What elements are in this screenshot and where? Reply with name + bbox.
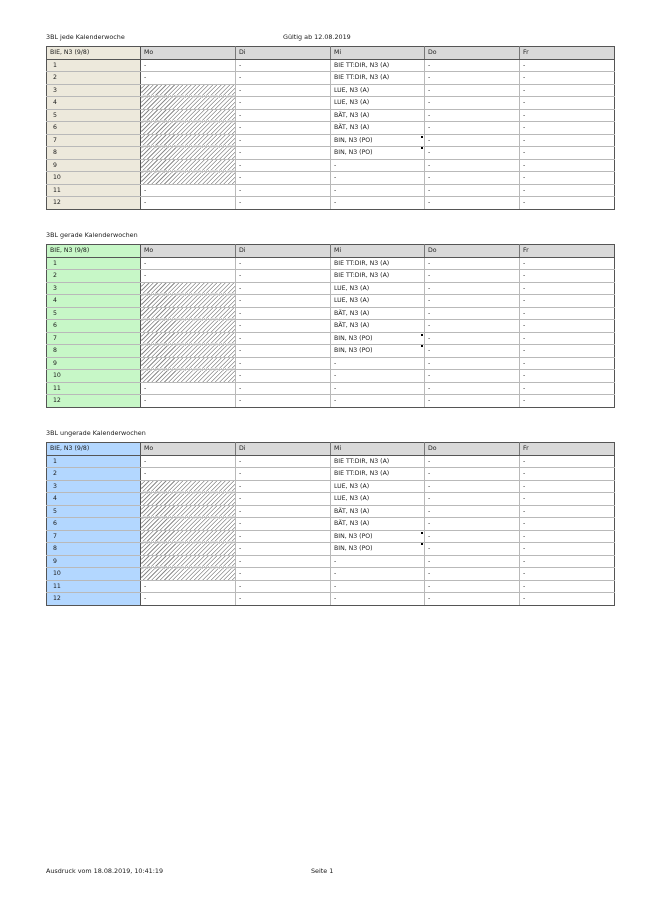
period-number-cell: 1	[47, 257, 141, 270]
print-timestamp: Ausdruck vom 18.08.2019, 10:41:19	[46, 867, 164, 875]
lesson-cell: -	[236, 345, 331, 358]
header-row	[47, 245, 615, 258]
lesson-cell: LUE, N3 (A)	[331, 480, 425, 493]
lesson-cell: -	[141, 580, 236, 593]
period-number-cell: 8	[47, 147, 141, 160]
lesson-cell: -	[520, 134, 615, 147]
blocked-cell	[141, 332, 236, 345]
lesson-cell: -	[236, 97, 331, 110]
table-row	[47, 320, 615, 333]
period-number-cell: 1	[47, 455, 141, 468]
blocked-cell	[141, 480, 236, 493]
lesson-cell: -	[425, 257, 520, 270]
marker-dot	[421, 345, 423, 347]
period-number-cell: 2	[47, 270, 141, 283]
day-header-cell: Mo	[141, 245, 236, 258]
lesson-cell: -	[520, 307, 615, 320]
blocked-cell	[141, 518, 236, 531]
lesson-cell: BÄT, N3 (A)	[331, 518, 425, 531]
day-header-cell: Do	[425, 443, 520, 456]
lesson-cell: -	[236, 295, 331, 308]
lesson-cell: -	[331, 395, 425, 408]
blocked-cell	[141, 147, 236, 160]
lesson-cell: -	[520, 147, 615, 160]
table-row	[47, 295, 615, 308]
class-header-cell: BIE, N3 (9/8)	[47, 443, 141, 456]
table-row	[47, 159, 615, 172]
period-number-cell: 4	[47, 97, 141, 110]
lesson-cell: -	[141, 270, 236, 283]
lesson-cell: -	[520, 159, 615, 172]
lesson-cell: -	[141, 59, 236, 72]
period-number-cell: 11	[47, 382, 141, 395]
section-title: 3BL ungerade Kalenderwochen	[46, 429, 146, 437]
lesson-cell: -	[236, 159, 331, 172]
table-row	[47, 72, 615, 85]
table-row	[47, 134, 615, 147]
blocked-cell	[141, 307, 236, 320]
lesson-cell: -	[331, 172, 425, 185]
lesson-cell: -	[520, 530, 615, 543]
lesson-cell: -	[236, 282, 331, 295]
table-row	[47, 480, 615, 493]
table-row	[47, 505, 615, 518]
blocked-cell	[141, 134, 236, 147]
lesson-cell: -	[520, 320, 615, 333]
table-row	[47, 370, 615, 383]
table-row	[47, 357, 615, 370]
lesson-cell: BIN, N3 (PO)	[331, 332, 425, 345]
lesson-cell: -	[141, 455, 236, 468]
lesson-cell: -	[425, 543, 520, 556]
lesson-cell: -	[141, 257, 236, 270]
lesson-cell: -	[236, 395, 331, 408]
day-header-cell: Fr	[520, 443, 615, 456]
table-row	[47, 59, 615, 72]
lesson-cell: -	[425, 382, 520, 395]
day-header-cell: Fr	[520, 245, 615, 258]
blocked-cell	[141, 159, 236, 172]
lesson-cell: -	[141, 395, 236, 408]
table-row	[47, 580, 615, 593]
period-number-cell: 10	[47, 172, 141, 185]
period-number-cell: 10	[47, 370, 141, 383]
lesson-cell: -	[425, 370, 520, 383]
period-number-cell: 5	[47, 109, 141, 122]
lesson-cell: -	[425, 184, 520, 197]
period-number-cell: 3	[47, 480, 141, 493]
blocked-cell	[141, 493, 236, 506]
lesson-cell: -	[236, 493, 331, 506]
blocked-cell	[141, 505, 236, 518]
table-row	[47, 109, 615, 122]
period-number-cell: 3	[47, 282, 141, 295]
table-row	[47, 493, 615, 506]
table-row	[47, 282, 615, 295]
header-row	[47, 47, 615, 60]
lesson-cell: -	[236, 555, 331, 568]
table-row	[47, 345, 615, 358]
lesson-cell: -	[520, 480, 615, 493]
lesson-cell: -	[425, 580, 520, 593]
lesson-cell: -	[520, 172, 615, 185]
lesson-cell: BIE TT:DIR, N3 (A)	[331, 59, 425, 72]
lesson-cell: LUE, N3 (A)	[331, 493, 425, 506]
lesson-cell: BIE TT:DIR, N3 (A)	[331, 270, 425, 283]
table-row	[47, 455, 615, 468]
table-row	[47, 172, 615, 185]
lesson-cell: -	[236, 257, 331, 270]
header-row	[47, 443, 615, 456]
lesson-cell: -	[331, 370, 425, 383]
lesson-cell: -	[141, 593, 236, 606]
lesson-cell: -	[425, 295, 520, 308]
day-header-cell: Do	[425, 245, 520, 258]
period-number-cell: 4	[47, 493, 141, 506]
lesson-cell: -	[520, 455, 615, 468]
lesson-cell: -	[520, 332, 615, 345]
lesson-cell: -	[236, 147, 331, 160]
lesson-cell: -	[425, 480, 520, 493]
lesson-cell: -	[520, 493, 615, 506]
lesson-cell: -	[520, 197, 615, 210]
lesson-cell: BIE TT:DIR, N3 (A)	[331, 468, 425, 481]
blocked-cell	[141, 568, 236, 581]
lesson-cell: -	[236, 580, 331, 593]
lesson-cell: -	[520, 72, 615, 85]
day-header-cell: Do	[425, 47, 520, 60]
blocked-cell	[141, 543, 236, 556]
lesson-cell: BÄT, N3 (A)	[331, 505, 425, 518]
lesson-cell: -	[236, 59, 331, 72]
lesson-cell: -	[236, 197, 331, 210]
lesson-cell: -	[425, 345, 520, 358]
lesson-cell: -	[425, 395, 520, 408]
period-number-cell: 11	[47, 184, 141, 197]
lesson-cell: -	[425, 518, 520, 531]
lesson-cell: -	[425, 468, 520, 481]
table-row	[47, 382, 615, 395]
lesson-cell: -	[236, 568, 331, 581]
lesson-cell: -	[425, 357, 520, 370]
lesson-cell: -	[520, 345, 615, 358]
day-header-cell: Mi	[331, 245, 425, 258]
lesson-cell: -	[520, 84, 615, 97]
blocked-cell	[141, 84, 236, 97]
lesson-cell: -	[331, 159, 425, 172]
lesson-cell: -	[520, 184, 615, 197]
lesson-cell: -	[236, 370, 331, 383]
lesson-cell: -	[425, 455, 520, 468]
table-row	[47, 84, 615, 97]
lesson-cell: -	[425, 282, 520, 295]
lesson-cell: -	[425, 270, 520, 283]
day-header-cell: Fr	[520, 47, 615, 60]
lesson-cell: -	[425, 72, 520, 85]
period-number-cell: 1	[47, 59, 141, 72]
day-header-cell: Mo	[141, 443, 236, 456]
lesson-cell: -	[236, 518, 331, 531]
lesson-cell: BIN, N3 (PO)	[331, 134, 425, 147]
lesson-cell: -	[425, 122, 520, 135]
table-row	[47, 97, 615, 110]
lesson-cell: -	[425, 109, 520, 122]
lesson-cell: -	[520, 97, 615, 110]
lesson-cell: -	[520, 468, 615, 481]
period-number-cell: 6	[47, 518, 141, 531]
marker-dot	[421, 543, 423, 545]
table-row	[47, 197, 615, 210]
period-number-cell: 12	[47, 395, 141, 408]
lesson-cell: -	[236, 320, 331, 333]
lesson-cell: -	[520, 382, 615, 395]
period-number-cell: 9	[47, 555, 141, 568]
lesson-cell: -	[520, 518, 615, 531]
table-row	[47, 555, 615, 568]
blocked-cell	[141, 345, 236, 358]
lesson-cell: BIE TT:DIR, N3 (A)	[331, 72, 425, 85]
blocked-cell	[141, 282, 236, 295]
lesson-cell: -	[425, 493, 520, 506]
blocked-cell	[141, 530, 236, 543]
lesson-cell: -	[141, 72, 236, 85]
lesson-cell: -	[331, 184, 425, 197]
blocked-cell	[141, 295, 236, 308]
period-number-cell: 12	[47, 197, 141, 210]
period-number-cell: 5	[47, 505, 141, 518]
lesson-cell: -	[236, 382, 331, 395]
period-number-cell: 9	[47, 159, 141, 172]
lesson-cell: BIN, N3 (PO)	[331, 530, 425, 543]
lesson-cell: -	[331, 357, 425, 370]
lesson-cell: -	[520, 282, 615, 295]
marker-dot	[421, 136, 423, 138]
lesson-cell: LUE, N3 (A)	[331, 295, 425, 308]
lesson-cell: -	[520, 580, 615, 593]
table-row	[47, 307, 615, 320]
marker-dot	[421, 532, 423, 534]
lesson-cell: -	[236, 530, 331, 543]
timetable-even-weeks	[46, 244, 615, 408]
table-row	[47, 332, 615, 345]
period-number-cell: 11	[47, 580, 141, 593]
lesson-cell: -	[425, 197, 520, 210]
lesson-cell: -	[520, 295, 615, 308]
lesson-cell: -	[520, 370, 615, 383]
period-number-cell: 4	[47, 295, 141, 308]
table-row	[47, 530, 615, 543]
period-number-cell: 8	[47, 345, 141, 358]
day-header-cell: Di	[236, 443, 331, 456]
lesson-cell: -	[425, 307, 520, 320]
lesson-cell: -	[520, 357, 615, 370]
day-header-cell: Mi	[331, 443, 425, 456]
period-number-cell: 8	[47, 543, 141, 556]
lesson-cell: BIE TT:DIR, N3 (A)	[331, 455, 425, 468]
lesson-cell: -	[141, 468, 236, 481]
table-row	[47, 518, 615, 531]
table-row	[47, 147, 615, 160]
day-header-cell: Mi	[331, 47, 425, 60]
lesson-cell: -	[236, 270, 331, 283]
lesson-cell: -	[141, 197, 236, 210]
lesson-cell: LUE, N3 (A)	[331, 97, 425, 110]
blocked-cell	[141, 122, 236, 135]
lesson-cell: -	[520, 59, 615, 72]
class-header-cell: BIE, N3 (9/8)	[47, 47, 141, 60]
table-row	[47, 257, 615, 270]
lesson-cell: -	[236, 480, 331, 493]
table-row	[47, 184, 615, 197]
lesson-cell: -	[236, 357, 331, 370]
lesson-cell: -	[425, 59, 520, 72]
period-number-cell: 3	[47, 84, 141, 97]
lesson-cell: -	[236, 84, 331, 97]
table-row	[47, 468, 615, 481]
lesson-cell: -	[236, 455, 331, 468]
section-title: 3BL gerade Kalenderwochen	[46, 231, 138, 239]
period-number-cell: 2	[47, 468, 141, 481]
timetable-every-week	[46, 46, 615, 210]
lesson-cell: -	[331, 555, 425, 568]
table-row	[47, 122, 615, 135]
blocked-cell	[141, 357, 236, 370]
lesson-cell: -	[236, 593, 331, 606]
lesson-cell: BÄT, N3 (A)	[331, 122, 425, 135]
lesson-cell: LUE, N3 (A)	[331, 84, 425, 97]
lesson-cell: BIN, N3 (PO)	[331, 345, 425, 358]
period-number-cell: 12	[47, 593, 141, 606]
lesson-cell: -	[520, 555, 615, 568]
period-number-cell: 7	[47, 530, 141, 543]
lesson-cell: -	[425, 332, 520, 345]
lesson-cell: -	[425, 134, 520, 147]
blocked-cell	[141, 172, 236, 185]
page-number: Seite 1	[311, 867, 334, 875]
table-row	[47, 270, 615, 283]
lesson-cell: -	[425, 505, 520, 518]
lesson-cell: -	[520, 122, 615, 135]
lesson-cell: -	[236, 468, 331, 481]
lesson-cell: -	[520, 270, 615, 283]
blocked-cell	[141, 555, 236, 568]
blocked-cell	[141, 97, 236, 110]
lesson-cell: -	[331, 568, 425, 581]
valid-from-label: Gültig ab 12.08.2019	[283, 33, 351, 41]
lesson-cell: -	[520, 109, 615, 122]
lesson-cell: -	[331, 593, 425, 606]
table-row	[47, 543, 615, 556]
table-row	[47, 593, 615, 606]
lesson-cell: BIE TT:DIR, N3 (A)	[331, 257, 425, 270]
lesson-cell: -	[236, 72, 331, 85]
period-number-cell: 6	[47, 122, 141, 135]
lesson-cell: BÄT, N3 (A)	[331, 320, 425, 333]
lesson-cell: -	[520, 505, 615, 518]
lesson-cell: LUE, N3 (A)	[331, 282, 425, 295]
period-number-cell: 6	[47, 320, 141, 333]
lesson-cell: -	[141, 184, 236, 197]
marker-dot	[421, 147, 423, 149]
lesson-cell: -	[425, 593, 520, 606]
class-header-cell: BIE, N3 (9/8)	[47, 245, 141, 258]
day-header-cell: Di	[236, 245, 331, 258]
lesson-cell: -	[425, 97, 520, 110]
lesson-cell: -	[236, 184, 331, 197]
lesson-cell: BÄT, N3 (A)	[331, 307, 425, 320]
lesson-cell: -	[425, 568, 520, 581]
lesson-cell: -	[236, 543, 331, 556]
blocked-cell	[141, 109, 236, 122]
day-header-cell: Mo	[141, 47, 236, 60]
timetable-odd-weeks	[46, 442, 615, 606]
lesson-cell: -	[520, 395, 615, 408]
lesson-cell: -	[236, 307, 331, 320]
lesson-cell: -	[520, 543, 615, 556]
day-header-cell: Di	[236, 47, 331, 60]
lesson-cell: BÄT, N3 (A)	[331, 109, 425, 122]
lesson-cell: -	[425, 84, 520, 97]
lesson-cell: -	[425, 172, 520, 185]
lesson-cell: -	[236, 109, 331, 122]
period-number-cell: 9	[47, 357, 141, 370]
lesson-cell: -	[236, 172, 331, 185]
lesson-cell: -	[141, 382, 236, 395]
lesson-cell: -	[236, 505, 331, 518]
blocked-cell	[141, 320, 236, 333]
lesson-cell: -	[331, 382, 425, 395]
period-number-cell: 7	[47, 134, 141, 147]
lesson-cell: -	[331, 197, 425, 210]
blocked-cell	[141, 370, 236, 383]
lesson-cell: -	[425, 159, 520, 172]
lesson-cell: -	[520, 593, 615, 606]
lesson-cell: -	[236, 134, 331, 147]
period-number-cell: 10	[47, 568, 141, 581]
section-title: 3BL jede Kalenderwoche	[46, 33, 125, 41]
lesson-cell: -	[236, 332, 331, 345]
period-number-cell: 7	[47, 332, 141, 345]
marker-dot	[421, 334, 423, 336]
lesson-cell: -	[331, 580, 425, 593]
lesson-cell: -	[425, 320, 520, 333]
table-row	[47, 568, 615, 581]
lesson-cell: -	[236, 122, 331, 135]
period-number-cell: 2	[47, 72, 141, 85]
lesson-cell: -	[425, 147, 520, 160]
lesson-cell: -	[520, 568, 615, 581]
lesson-cell: -	[425, 530, 520, 543]
period-number-cell: 5	[47, 307, 141, 320]
lesson-cell: BIN, N3 (PO)	[331, 543, 425, 556]
lesson-cell: BIN, N3 (PO)	[331, 147, 425, 160]
table-row	[47, 395, 615, 408]
lesson-cell: -	[520, 257, 615, 270]
lesson-cell: -	[425, 555, 520, 568]
